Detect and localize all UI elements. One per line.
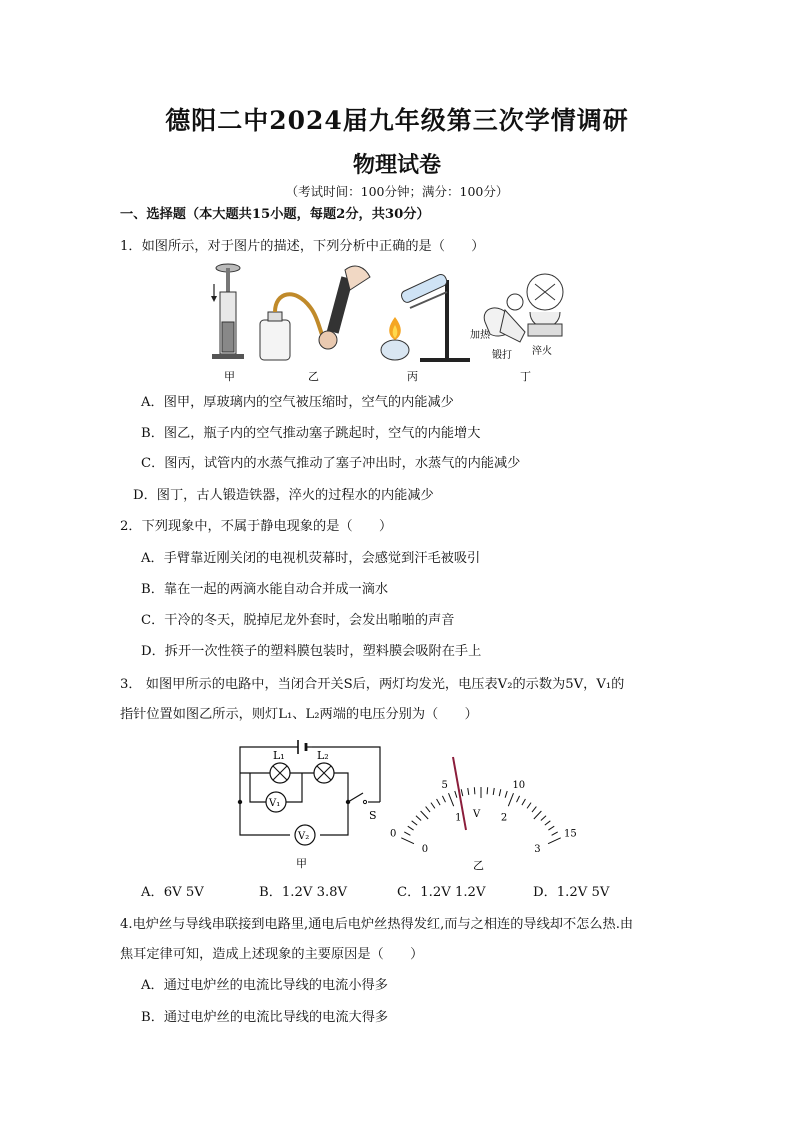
q3-option-c[interactable]: C．1.2V 1.2V: [397, 885, 486, 900]
section-heading: 一、选择题（本大题共15小题，每题2分，共30分）: [120, 207, 430, 222]
dial-tick: [416, 816, 421, 821]
dial-label-top: 15: [564, 828, 577, 840]
dial-label-bottom: 2: [500, 812, 508, 824]
q4-option-b[interactable]: B．通过电炉丝的电流比导线的电流大得多: [141, 1010, 389, 1025]
q1-figure: [200, 262, 580, 382]
dial-tick: [541, 816, 546, 821]
dial-tick: [449, 793, 454, 806]
fig-label-jia-q3: 甲: [296, 857, 307, 870]
dial-label-top: 5: [441, 779, 448, 791]
q1-option-d[interactable]: D．图丁，古人锻造铁器，淬火的过程水的内能减少: [133, 488, 434, 503]
dial-label-bottom: 0: [421, 843, 429, 855]
q2-option-b[interactable]: B．靠在一起的两滴水能自动合并成一滴水: [141, 582, 389, 597]
question-3-stem-line1: 3． 如图甲所示的电路中，当闭合开关S后，两灯均发光，电压表V₂的示数为5V，V₁的: [120, 677, 625, 692]
dial-tick: [474, 787, 475, 794]
dial-tick: [487, 787, 488, 794]
q3-option-d[interactable]: D．1.2V 5V: [533, 885, 610, 900]
dial-tick: [493, 788, 494, 795]
label-l2: L₂: [317, 749, 329, 762]
question-1-stem: 1．如图所示，对于图片的描述，下列分析中正确的是（ ）: [120, 239, 485, 254]
dial-tick: [455, 791, 457, 798]
compression-cylinder-icon: [211, 264, 244, 359]
fig-label-jia: 甲: [224, 370, 235, 383]
dial-label-bottom: 3: [534, 843, 541, 855]
ding-label-quench: 淬火: [532, 346, 552, 357]
q2-option-c[interactable]: C．干冷的冬天，脱掉尼龙外套时，会发出啪啪的声音: [141, 613, 455, 628]
bottle-pump-icon: [260, 266, 370, 360]
label-s: S: [369, 809, 377, 822]
dial-tick: [548, 826, 554, 830]
question-4-stem-line1: 4.电炉丝与导线串联接到电路里,通电后电炉丝热得发红,而与之相连的导线却不怎么热.由: [120, 917, 634, 932]
page-title: 德阳二中2024届九年级第三次学情调研: [165, 106, 629, 135]
dial-tick: [408, 826, 414, 830]
dial-tick: [404, 832, 410, 835]
dial-tick: [431, 803, 435, 809]
q3-circuit-diagram: [230, 735, 395, 870]
dial-tick: [461, 789, 463, 796]
ancient-forging-icon: [484, 274, 563, 342]
dial-tick: [468, 788, 469, 795]
dial-tick: [442, 796, 445, 802]
label-v2: V₂: [298, 831, 310, 842]
dial-tick: [527, 803, 531, 809]
dial-tick: [505, 791, 507, 798]
dial-label-top: 10: [512, 779, 526, 791]
dial-tick: [545, 821, 551, 825]
lamp-l1-icon: [270, 763, 290, 783]
ding-label-heat: 加热: [470, 330, 490, 341]
dial-tick: [421, 811, 429, 819]
question-4-stem-line2: 焦耳定律可知，造成上述现象的主要原因是（ ）: [120, 947, 424, 962]
q1-option-b[interactable]: B．图乙，瓶子内的空气推动塞子跳起时，空气的内能增大: [141, 426, 481, 441]
dial-tick: [401, 838, 414, 844]
dial-tick: [534, 811, 542, 819]
dial-tick: [532, 807, 536, 812]
question-3-stem-line2: 指针位置如图乙所示，则灯L₁、L₂两端的电压分别为（ ）: [120, 707, 478, 722]
q2-option-d[interactable]: D．拆开一次性筷子的塑料膜包装时，塑料膜会吸附在手上: [141, 644, 482, 659]
q4-option-a[interactable]: A．通过电炉丝的电流比导线的电流小得多: [141, 978, 388, 993]
q1-option-c[interactable]: C．图丙，试管内的水蒸气推动了塞子冲出时，水蒸气的内能减少: [141, 456, 521, 471]
fig-label-yi-q3: 乙: [473, 859, 484, 872]
test-tube-heating-icon: [381, 273, 470, 362]
fig-label-bing: 丙: [407, 370, 418, 383]
dial-tick: [517, 796, 520, 802]
fig-label-ding: 丁: [520, 370, 531, 383]
dial-unit: V: [473, 809, 481, 820]
label-l1: L₁: [273, 749, 285, 762]
fig-label-yi: 乙: [308, 370, 319, 383]
q2-option-a[interactable]: A．手臂靠近刚关闭的电视机荧幕时，会感觉到汗毛被吸引: [141, 551, 481, 566]
page-subtitle: 物理试卷: [352, 152, 441, 178]
dial-tick: [548, 838, 561, 844]
q1-option-a[interactable]: A．图甲，厚玻璃内的空气被压缩时，空气的内能减少: [141, 395, 454, 410]
q3-option-a[interactable]: A．6V 5V: [141, 885, 204, 900]
dial-label-top: 0: [389, 828, 397, 840]
label-v1: V₁: [269, 798, 281, 809]
question-2-stem: 2．下列现象中，不属于静电现象的是（ ）: [120, 519, 393, 534]
q3-option-b[interactable]: B．1.2V 3.8V: [259, 885, 348, 900]
dial-tick: [437, 799, 441, 805]
lamp-l2-icon: [314, 763, 334, 783]
dial-tick: [508, 793, 513, 806]
q3-voltmeter-dial: [389, 750, 577, 875]
dial-tick: [499, 789, 501, 796]
dial-tick: [552, 832, 558, 835]
dial-tick: [522, 799, 526, 805]
dial-tick: [412, 821, 418, 825]
exam-info: （考试时间：100分钟；满分：100分）: [285, 184, 509, 199]
ding-label-forge: 锻打: [492, 350, 512, 361]
dial-label-bottom: 1: [455, 812, 462, 824]
dial-tick: [426, 807, 430, 812]
